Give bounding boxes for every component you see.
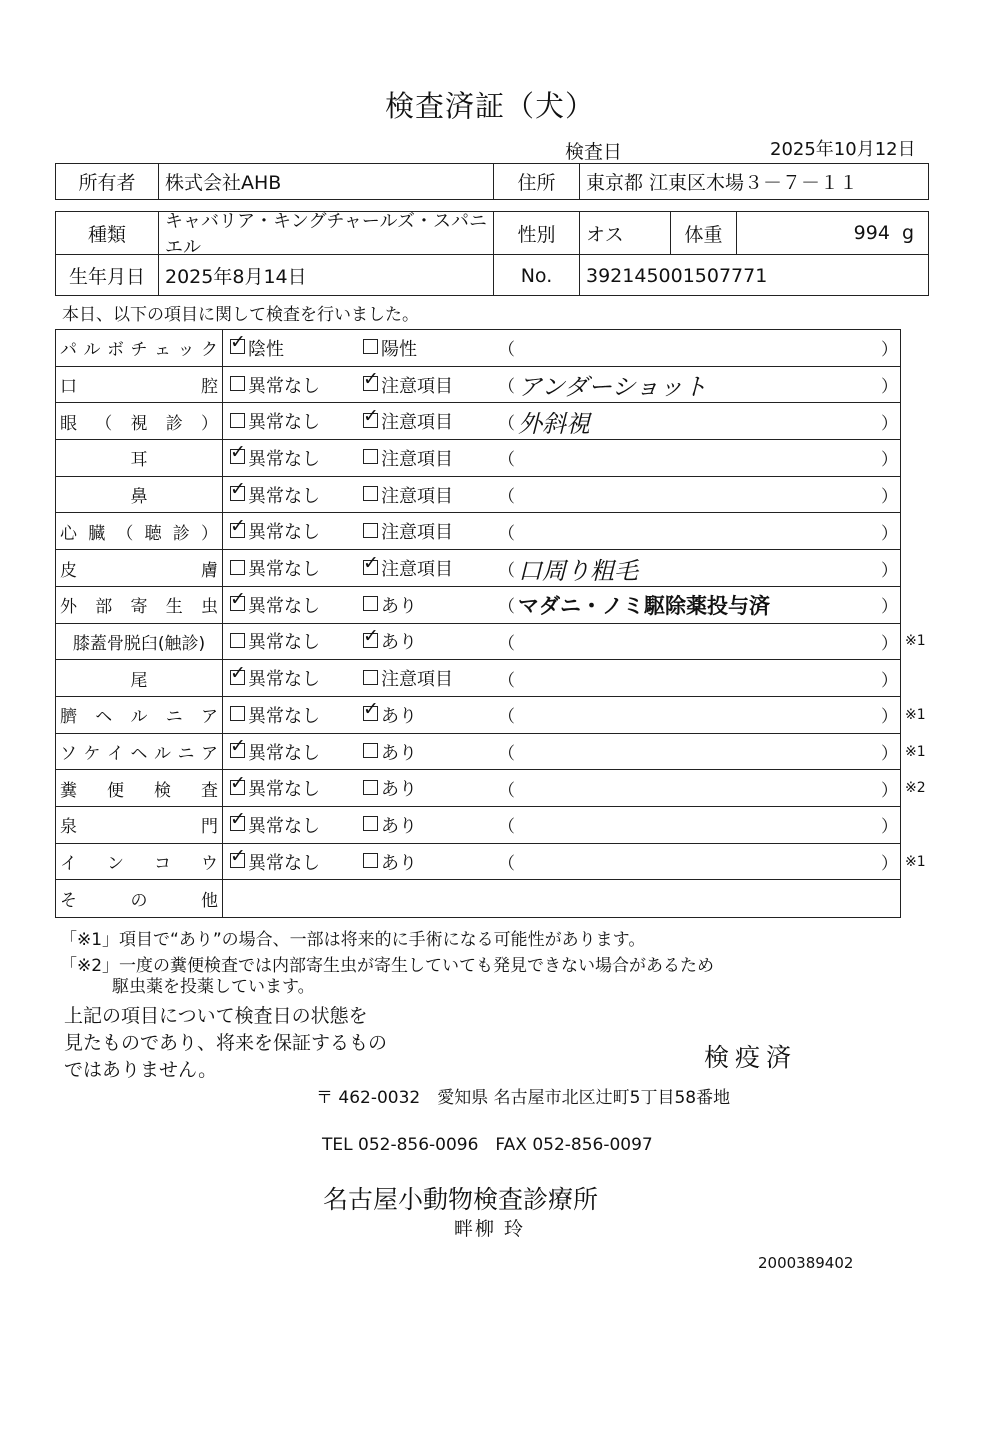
option-label: あり [381,705,417,727]
option-opt2 [363,587,417,623]
option-label: あり [381,815,417,837]
item-label-char: ル [83,340,101,361]
item-label-char: の [130,891,148,912]
paren-close: ） [881,413,898,434]
option-label: 異常なし [248,375,320,397]
checked-box-icon [363,376,378,391]
checked-box-icon [363,560,378,575]
checked-box-icon [230,449,245,464]
option-label: 異常なし [248,669,320,691]
item-label [60,844,218,880]
option-opt2 [363,440,453,476]
option-label: 異常なし [248,559,320,581]
item-label-char: ウ [201,854,218,875]
pet-table [55,211,929,296]
checkbox-icon [363,486,378,501]
checked-box-icon [230,339,245,354]
checkbox-icon [230,413,245,428]
option-label: 異常なし [248,448,320,470]
option-opt1 [230,660,320,696]
footnote-mark: ※2 [905,780,926,797]
item-label-char: 泉 [60,817,77,838]
item-label-char: 寄 [130,597,148,618]
item-label [60,624,218,660]
item-label-char: （ [116,523,134,544]
address-label: 住所 [493,164,579,199]
paren-close: ） [881,670,898,691]
option-opt1 [230,514,320,550]
item-label [60,330,218,366]
item-label-char: 検 [154,780,171,801]
paren-close: ） [881,523,898,544]
checkbox-icon [230,633,245,648]
option-opt1 [230,624,320,660]
option-opt1 [230,477,320,513]
option-opt2 [363,770,417,806]
paren-close: ） [881,340,898,361]
checkbox-icon [363,596,378,611]
checkbox-icon [363,670,378,685]
item-label-char: 生 [165,597,183,618]
checked-box-icon [230,523,245,538]
option-label: 異常なし [248,742,320,764]
item-label [60,440,218,476]
clinic-name: 名古屋小動物検査診療所 [323,1185,599,1214]
item-label-char: ソ [60,744,77,765]
item-label-char: 眼 [60,413,77,434]
item-label-char: ア [201,744,218,765]
item-label-char: コ [154,854,171,875]
item-label-text: 耳 [130,450,148,471]
option-label: 注意項目 [381,448,453,470]
item-label-char: そ [60,891,77,912]
paren-close: ） [881,487,898,508]
checked-box-icon [230,670,245,685]
checked-box-icon [363,633,378,648]
item-label-char: 部 [95,597,113,618]
checked-box-icon [230,780,245,795]
weight-cell [736,212,928,254]
item-label-char: 視 [130,413,148,434]
checkbox-icon [363,449,378,464]
item-label-char: ル [130,707,148,728]
item-label-char: イ [107,744,124,765]
option-opt1 [230,330,284,366]
option-opt1 [230,550,320,586]
option-label: 陽性 [381,338,417,360]
footnote-mark: ※1 [905,633,926,650]
item-label-char: 聴 [144,523,162,544]
checked-box-icon [363,706,378,721]
item-label-char: ェ [154,340,171,361]
inspection-row [56,587,900,624]
item-label-char: ル [154,744,171,765]
paren-open: （ [498,597,515,618]
inspection-row [56,807,900,844]
item-label [60,660,218,696]
footnote-mark: ※1 [905,743,926,760]
inspection-row [56,624,926,661]
paren-open: （ [498,817,515,838]
paren-close: ） [881,780,898,801]
checkbox-icon [363,780,378,795]
inspection-row [56,330,900,367]
option-opt2 [363,550,453,586]
item-label-char: パ [60,340,77,361]
option-label: 異常なし [248,852,320,874]
option-label: あり [381,595,417,617]
item-label [60,697,218,733]
footnote-mark: ※1 [905,853,926,870]
option-opt2 [363,844,417,880]
dob-label: 生年月日 [68,266,145,288]
item-label-text: 鼻 [130,487,148,508]
paren-open: （ [498,707,515,728]
option-label: 異常なし [248,779,320,801]
breed-label: 種類 [87,223,126,246]
weight-label: 体重 [670,212,736,254]
inspection-row [56,367,900,404]
option-label: あり [381,779,417,801]
intro-text: 本日、以下の項目に関して検査を行いました。 [62,305,419,325]
footnote-2: 「※2」一度の糞便検査では内部寄生虫が寄生していても発見できない場合があるため [60,956,715,976]
paren-open: （ [498,340,515,361]
paren-open: （ [498,670,515,691]
address-value: 東京都 江東区木場３－７－１１ [579,164,928,199]
exam-date-label: 検査日 [565,141,623,163]
checked-box-icon [363,413,378,428]
item-label-char: 他 [201,891,218,912]
option-opt2 [363,734,417,770]
item-label-char: ニ [177,744,195,765]
option-opt1 [230,844,320,880]
option-label: 異常なし [248,522,320,544]
item-label [60,770,218,806]
item-label [60,881,218,918]
owner-label: 所有者 [78,172,136,194]
owner-name: 株式会社AHB [158,164,493,199]
option-opt1 [230,367,320,403]
option-label: 注意項目 [381,522,453,544]
item-label-char: ッ [177,340,195,361]
inspection-row [56,514,900,551]
inspection-row [56,660,900,697]
clinic-address: 〒 462-0032 愛知県 名古屋市北区辻町5丁目58番地 [316,1088,731,1108]
serial-number: 2000389402 [758,1254,854,1272]
paren-close: ） [881,817,898,838]
item-label-char: ボ [107,340,124,361]
item-label-char: 臓 [88,523,106,544]
item-label-char: ニ [165,707,183,728]
option-label: あり [381,632,417,654]
paren-close: ） [881,854,898,875]
inspected-stamp: 検疫済 [704,1043,798,1072]
option-label: 注意項目 [381,559,453,581]
option-opt2 [363,660,453,696]
option-label: 異常なし [248,815,320,837]
option-label: 陰性 [248,338,284,360]
checkbox-icon [363,743,378,758]
option-opt2 [363,514,453,550]
sex-label: 性別 [493,212,579,254]
owner-table [55,163,929,200]
exam-date: 2025年10月12日 [770,139,916,160]
item-label-char: ヘ [95,707,113,728]
option-opt2 [363,697,417,733]
inspection-row [56,734,926,771]
clinic-phone: TEL 052-856-0096 FAX 052-856-0097 [322,1135,653,1155]
item-label-char: 診 [172,523,190,544]
no-value: 392145001507771 [579,255,928,296]
paren-open: （ [498,377,515,398]
item-label [60,550,218,586]
item-label-char: 虫 [201,597,218,618]
paren-close: ） [881,633,898,654]
paren-close: ） [881,377,898,398]
paren-open: （ [498,633,515,654]
footnote-mark: ※1 [905,706,926,723]
option-opt1 [230,440,320,476]
option-opt1 [230,807,320,843]
inspection-row [56,770,926,807]
item-label [60,734,218,770]
item-label-char: ア [201,707,218,728]
item-label-char: 心 [60,523,77,544]
inspection-table [55,329,926,918]
option-label: 異常なし [248,595,320,617]
item-label [60,403,218,439]
paren-open: （ [498,560,515,581]
veterinarian-name: 畔柳 玲 [454,1218,526,1240]
breed-value: キャバリア・キングチャールズ・スパニエル [158,212,493,254]
paren-open: （ [498,487,515,508]
inspection-row [56,844,926,881]
paren-close: ） [881,707,898,728]
no-label: No. [493,255,579,296]
item-label-char: 外 [60,597,77,618]
item-label-char: チ [130,340,148,361]
option-label: 注意項目 [381,375,453,397]
checkbox-icon [363,853,378,868]
option-opt1 [230,587,320,623]
item-label-char: 臍 [60,707,77,728]
item-note: アンダーショット [518,373,708,402]
checked-box-icon [230,596,245,611]
paren-open: （ [498,854,515,875]
footnote-1: 「※1」項目で“あり”の場合、一部は将来的に手術になる可能性があります。 [60,930,646,950]
weight-value: 994 [853,222,890,244]
sex-value: オス [579,212,670,254]
item-label-char: 診 [165,413,183,434]
inspection-row [56,477,900,514]
option-label: 注意項目 [381,412,453,434]
item-label-char: 腔 [201,377,218,398]
inspection-row [56,440,900,477]
option-label: あり [381,742,417,764]
option-label: 異常なし [248,705,320,727]
option-label: あり [381,852,417,874]
item-label-char: 膚 [201,560,218,581]
checked-box-icon [230,853,245,868]
inspection-row [56,550,900,587]
option-label: 異常なし [248,412,320,434]
item-label-text: 尾 [130,670,148,691]
option-opt2 [363,367,453,403]
item-label [60,477,218,513]
footnote-2-cont: 駆虫薬を投薬しています。 [112,977,315,997]
paren-close: ） [881,597,898,618]
item-label [60,587,218,623]
item-label-char: 糞 [60,780,77,801]
item-label-char: イ [60,854,77,875]
checkbox-icon [230,560,245,575]
item-label-char: ケ [83,744,101,765]
option-opt1 [230,734,320,770]
paren-open: （ [498,744,515,765]
paren-open: （ [498,450,515,471]
option-label: 異常なし [248,632,320,654]
item-label-char: 皮 [60,560,77,581]
option-opt2 [363,330,417,366]
option-opt2 [363,477,453,513]
item-label-char: 門 [201,817,218,838]
document-title: 検査済証（犬） [384,89,595,123]
checkbox-icon [363,816,378,831]
option-opt1 [230,403,320,439]
weight-unit: g [901,222,914,244]
item-label [60,807,218,843]
checkbox-icon [363,523,378,538]
option-opt2 [363,403,453,439]
item-note: 外斜視 [518,409,590,438]
paren-open: （ [498,413,515,434]
item-label-char: ン [107,854,124,875]
paren-close: ） [881,744,898,765]
option-label: 異常なし [248,485,320,507]
checkbox-icon [230,706,245,721]
item-note: マダニ・ノミ駆除薬投与済 [518,593,770,618]
paren-close: ） [881,450,898,471]
checked-box-icon [230,486,245,501]
item-label-char: ） [200,523,218,544]
item-label-char: ヘ [130,744,148,765]
option-label: 注意項目 [381,669,453,691]
item-label-char: 査 [201,780,218,801]
item-label [60,514,218,550]
item-note: 口周り粗毛 [518,556,638,585]
item-label-char: ） [201,413,218,434]
item-label-char: ク [201,340,218,361]
paren-open: （ [498,780,515,801]
checkbox-icon [230,376,245,391]
checked-box-icon [230,743,245,758]
item-label-char: 便 [107,780,124,801]
disclaimer: 上記の項目について検査日の状態を 見たものであり、将来を保証するもの ではありません。 [64,1005,388,1081]
checked-box-icon [230,816,245,831]
item-label-char: 口 [60,377,77,398]
checkbox-icon [363,339,378,354]
inspection-row [56,403,900,440]
dob-value: 2025年8月14日 [158,255,493,296]
item-label-char: （ [95,413,113,434]
item-label [60,367,218,403]
option-opt1 [230,697,320,733]
paren-close: ） [881,560,898,581]
item-label-text: 膝蓋骨脱臼(触診) [72,633,206,654]
option-opt1 [230,770,320,806]
option-label: 注意項目 [381,485,453,507]
option-opt2 [363,624,417,660]
option-opt2 [363,807,417,843]
paren-open: （ [498,523,515,544]
inspection-row [56,881,900,918]
inspection-row [56,697,926,734]
